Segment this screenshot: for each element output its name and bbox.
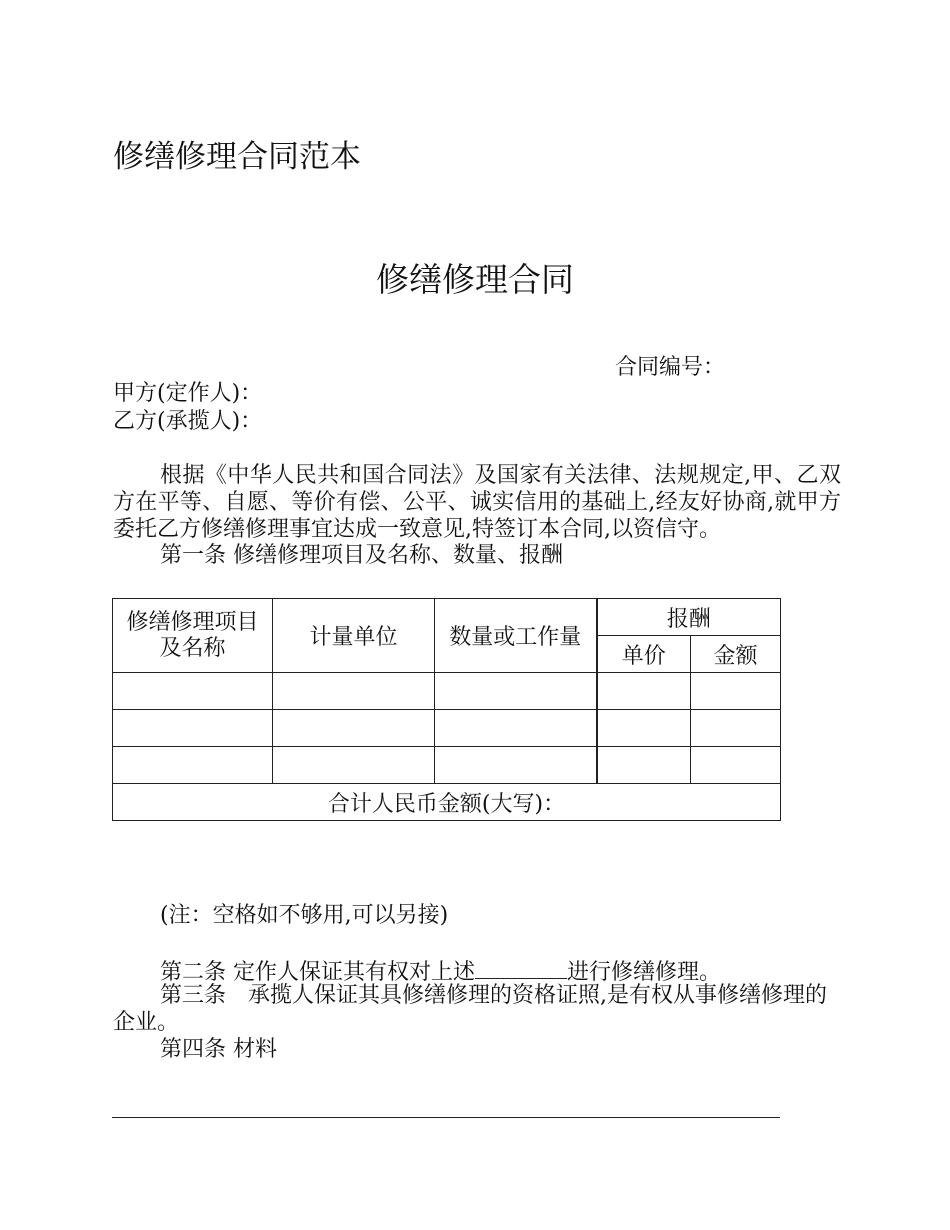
table-cell xyxy=(273,673,435,710)
header-quantity: 数量或工作量 xyxy=(435,599,597,673)
header-unit: 计量单位 xyxy=(273,599,435,673)
total-amount-label: 合计人民币金额(大写)： xyxy=(113,784,781,821)
table-cell xyxy=(597,747,691,784)
party-a-label: 甲方(定作人)： xyxy=(113,381,263,406)
table-row xyxy=(113,747,781,784)
header-reward: 报酬 xyxy=(597,599,781,636)
table-cell xyxy=(435,747,597,784)
table-cell xyxy=(691,673,781,710)
table-cell xyxy=(435,710,597,747)
table-cell xyxy=(435,673,597,710)
table-cell xyxy=(113,747,273,784)
article-2-blank-field xyxy=(475,956,567,979)
table-cell xyxy=(691,747,781,784)
article-4-heading: 第四条 材料 xyxy=(160,1037,277,1062)
article-1-heading: 第一条 修缮修理项目及名称、数量、报酬 xyxy=(160,543,563,568)
article-3: 第三条 承揽人保证其具修缮修理的资格证照,是有权从事修缮修理的企业。 xyxy=(113,983,827,1035)
table-cell xyxy=(273,747,435,784)
table-cell xyxy=(273,710,435,747)
fee-table xyxy=(112,598,781,821)
table-row xyxy=(113,673,781,710)
contract-title: 修缮修理合同 xyxy=(376,260,574,299)
party-b-label: 乙方(承揽人)： xyxy=(113,409,263,434)
table-cell xyxy=(113,673,273,710)
header-item-name xyxy=(113,599,273,673)
table-cell xyxy=(113,710,273,747)
header-item-line2: 及名称 xyxy=(159,635,226,661)
article-2-text-before: 第二条 定作人保证其有权对上述 xyxy=(160,960,475,985)
contract-number-label: 合同编号： xyxy=(615,355,726,380)
footer-rule xyxy=(112,1117,780,1118)
header-item-line1: 修缮修理项目 xyxy=(126,609,259,635)
article-2-text-after: 进行修缮修理。 xyxy=(567,960,722,985)
document-title: 修缮修理合同范本 xyxy=(113,139,361,175)
header-unit-price: 单价 xyxy=(597,636,691,673)
header-amount: 金额 xyxy=(691,636,781,673)
table-cell xyxy=(691,710,781,747)
table-header-row xyxy=(113,599,781,636)
table-total-row xyxy=(113,784,781,821)
table-row xyxy=(113,710,781,747)
table-cell xyxy=(597,710,691,747)
table-cell xyxy=(597,673,691,710)
table-note: (注：空格如不够用,可以另接) xyxy=(160,903,449,928)
preamble-paragraph: 根据《中华人民共和国合同法》及国家有关法律、法规规定,甲、乙双方在平等、自愿、等价有偿、公平、诚实信用的基础上,经友好协商,就甲方委托乙方修缮修理事宜达成一致意见,特签订本合同,以资信守。 xyxy=(113,463,841,542)
